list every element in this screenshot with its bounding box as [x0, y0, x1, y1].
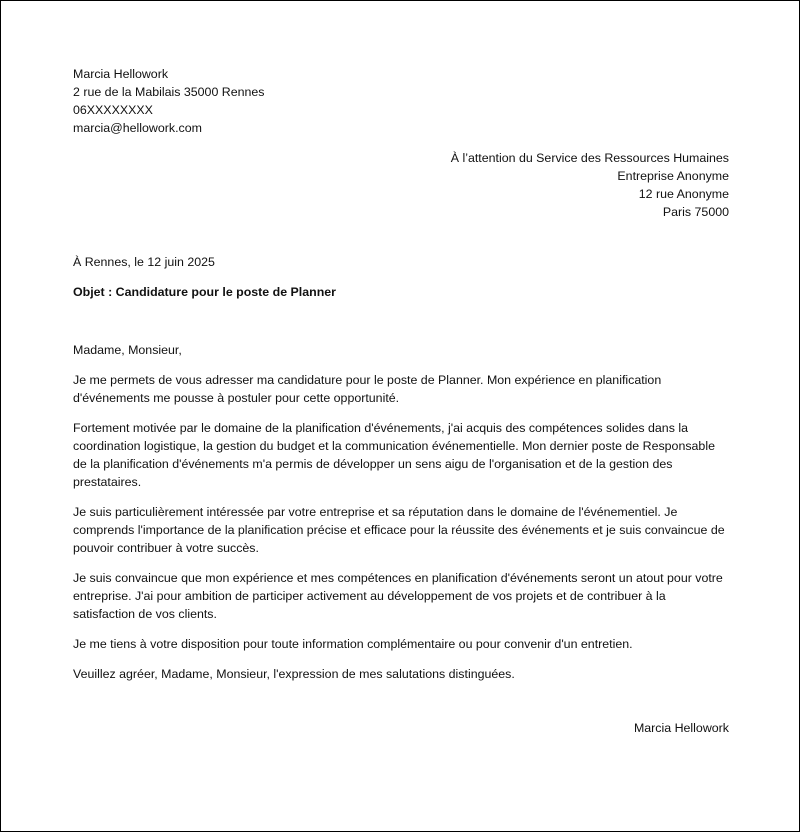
paragraph-text: Je suis particulièrement intéressée par votre entreprise et sa réputation dans le domaine de l'événementiel. Je comprends l'importance de la planification précise et efficace pour la réussite des événements et je suis convaincue de pouvoir contribuer à votre succès. [73, 505, 725, 555]
paragraph-1 [73, 371, 729, 407]
date-line: À Rennes, le 12 juin 2025 [73, 255, 215, 269]
paragraph-text: Fortement motivée par le domaine de la planification d'événements, j'ai acquis des compétences solides dans la coordination logistique, la gestion du budget et la communication événementielle. Mon dernier poste de Responsable de la planification d'événements m'a permis de développer un sens aigu de l'organisation et de la gestion des prestataires. [73, 421, 715, 489]
sender-address: 2 rue de la Mabilais 35000 Rennes [73, 85, 265, 99]
sender-phone: 06XXXXXXXX [73, 103, 153, 117]
recipient-block [73, 149, 729, 221]
subject-line: Objet : Candidature pour le poste de Planner [73, 285, 336, 299]
sender-block [73, 65, 729, 137]
paragraph-3 [73, 503, 729, 557]
paragraph-5 [73, 635, 729, 653]
paragraph-2 [73, 419, 729, 491]
paragraph-text: Je me permets de vous adresser ma candidature pour le poste de Planner. Mon expérience en planification d'événements me pousse à postuler pour cette opportunité. [73, 373, 662, 405]
letter-body [73, 65, 729, 737]
signature: Marcia Hellowork [633, 721, 729, 735]
salutation: Madame, Monsieur, [73, 343, 182, 357]
paragraph-text: Veuillez agréer, Madame, Monsieur, l'expression de mes salutations distinguées. [73, 667, 515, 681]
recipient-street: 12 rue Anonyme [638, 187, 729, 201]
sender-email: marcia@hellowork.com [73, 121, 202, 135]
recipient-attention: À l’attention du Service des Ressources Humaines [450, 151, 729, 165]
paragraph-4 [73, 569, 729, 623]
paragraph-text: Je me tiens à votre disposition pour toute information complémentaire ou pour convenir d'un entretien. [73, 637, 633, 651]
paragraph-text: Je suis convaincue que mon expérience et mes compétences en planification d'événements seront un atout pour votre entreprise. J'ai pour ambition de participer activement au développement de vos projets et de contribuer à la satisfaction de vos clients. [73, 571, 723, 621]
recipient-city: Paris 75000 [662, 205, 729, 219]
sender-name: Marcia Hellowork [73, 67, 169, 81]
recipient-company: Entreprise Anonyme [617, 169, 729, 183]
closing-formula [73, 665, 729, 683]
